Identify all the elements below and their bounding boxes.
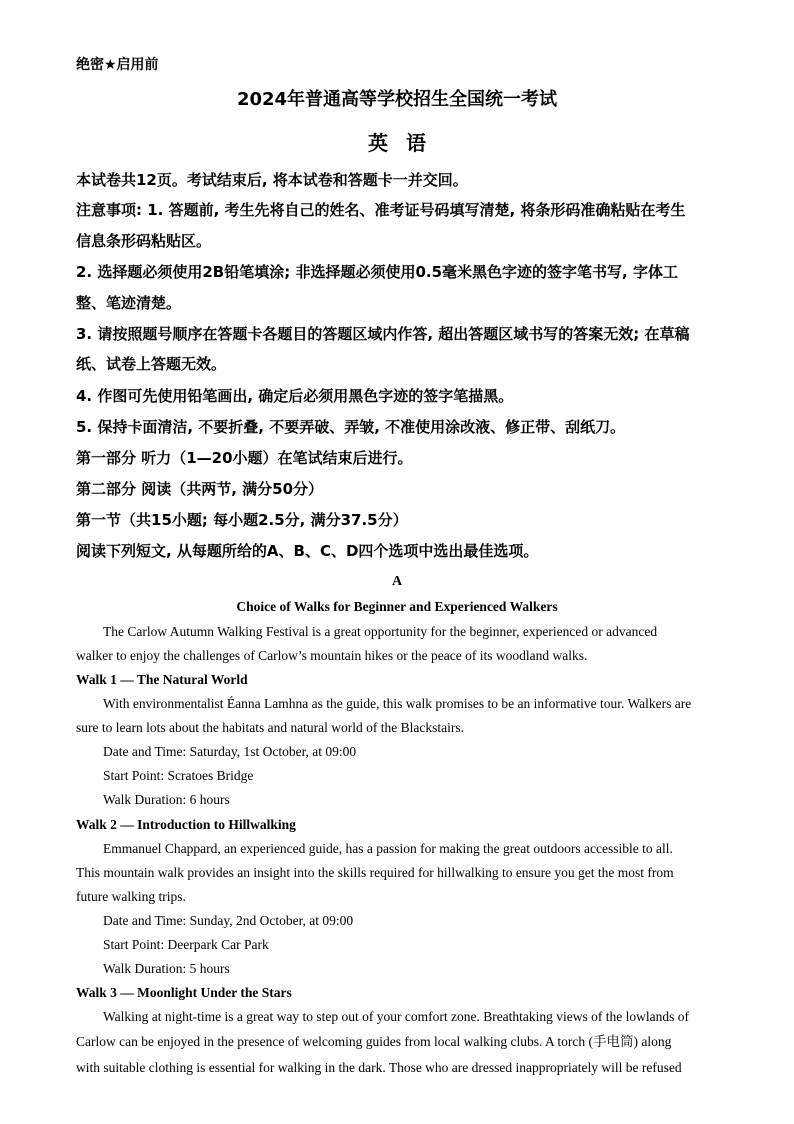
subject-title: 英语 bbox=[368, 131, 444, 155]
instruction-line: 整、笔迹清楚。 bbox=[76, 294, 182, 312]
instruction-line: 4. 作图可先使用铅笔画出, 确定后必须用黑色字迹的签字笔描黑。 bbox=[76, 387, 514, 405]
passage-text-line: Emmanuel Chappard, an experienced guide, has a passion for making the great outdoors accessible to all. bbox=[103, 841, 673, 856]
passage-text-line: with suitable clothing is essential for walking in the dark. Those who are dressed inappropriately will be refused bbox=[76, 1060, 682, 1075]
passage-letter: A bbox=[391, 574, 403, 589]
instruction-line: 第一节（共15小题; 每小题2.5分, 满分37.5分） bbox=[76, 511, 408, 529]
walk-heading: Walk 1 — The Natural World bbox=[76, 672, 248, 687]
exam-title: 2024年普通高等学校招生全国统一考试 bbox=[236, 89, 558, 110]
confidential-mark: 绝密★启用前 bbox=[76, 57, 159, 73]
passage-text-line: walker to enjoy the challenges of Carlow’s mountain hikes or the peace of its woodland walks. bbox=[76, 648, 588, 663]
instruction-line: 5. 保持卡面清洁, 不要折叠, 不要弄破、弄皱, 不准使用涂改液、修正带、刮纸刀。 bbox=[76, 418, 626, 436]
walk-start: Start Point: Deerpark Car Park bbox=[103, 937, 269, 952]
walk-date: Date and Time: Sunday, 2nd October, at 09:00 bbox=[103, 913, 354, 928]
instruction-line: 信息条形码粘贴区。 bbox=[76, 232, 212, 250]
instruction-line: 注意事项: 1. 答题前, 考生先将自己的姓名、准考证号码填写清楚, 将条形码准确粘贴在考生 bbox=[76, 201, 686, 219]
instruction-line: 纸、试卷上答题无效。 bbox=[76, 355, 227, 373]
walk-heading: Walk 2 — Introduction to Hillwalking bbox=[76, 817, 296, 832]
instruction-line: 第二部分 阅读（共两节, 满分50分） bbox=[76, 480, 324, 498]
instruction-line: 2. 选择题必须使用2B铅笔填涂; 非选择题必须使用0.5毫米黑色字迹的签字笔书写, 字体工 bbox=[76, 263, 678, 281]
passage-text-line: Walking at night-time is a great way to step out of your comfort zone. Breathtaking views of the lowlands of bbox=[103, 1009, 690, 1024]
passage-text-line: The Carlow Autumn Walking Festival is a great opportunity for the beginner, experienced or advanced bbox=[103, 624, 658, 639]
walk-date: Date and Time: Saturday, 1st October, at 09:00 bbox=[103, 744, 357, 759]
passage-text-line: This mountain walk provides an insight into the skills required for hillwalking to ensure you get the most from bbox=[76, 865, 674, 880]
walk-heading: Walk 3 — Moonlight Under the Stars bbox=[76, 985, 292, 1000]
instruction-line: 阅读下列短文, 从每题所给的A、B、C、D四个选项中选出最佳选项。 bbox=[76, 542, 539, 560]
instruction-line: 3. 请按照题号顺序在答题卡各题目的答题区域内作答, 超出答题区域书写的答案无效; 在草稿 bbox=[76, 325, 690, 343]
instruction-line: 第一部分 听力（1—20小题）在笔试结束后进行。 bbox=[76, 449, 413, 467]
walk-duration: Walk Duration: 5 hours bbox=[103, 961, 230, 976]
walk-duration: Walk Duration: 6 hours bbox=[103, 792, 230, 807]
instruction-line: 本试卷共12页。考试结束后, 将本试卷和答题卡一并交回。 bbox=[76, 171, 468, 189]
passage-text-line: With environmentalist Éanna Lamhna as the guide, this walk promises to be an informative tour. Walkers are bbox=[103, 696, 692, 711]
passage-text-line: sure to learn lots about the habitats and natural world of the Blackstairs. bbox=[76, 720, 465, 735]
passage-title: Choice of Walks for Beginner and Experienced Walkers bbox=[236, 599, 558, 614]
passage-text-line: future walking trips. bbox=[76, 889, 186, 904]
walk-start: Start Point: Scratoes Bridge bbox=[103, 768, 254, 783]
passage-text-line: Carlow can be enjoyed in the presence of welcoming guides from local walking clubs. A torch (手电筒) along bbox=[76, 1034, 672, 1049]
